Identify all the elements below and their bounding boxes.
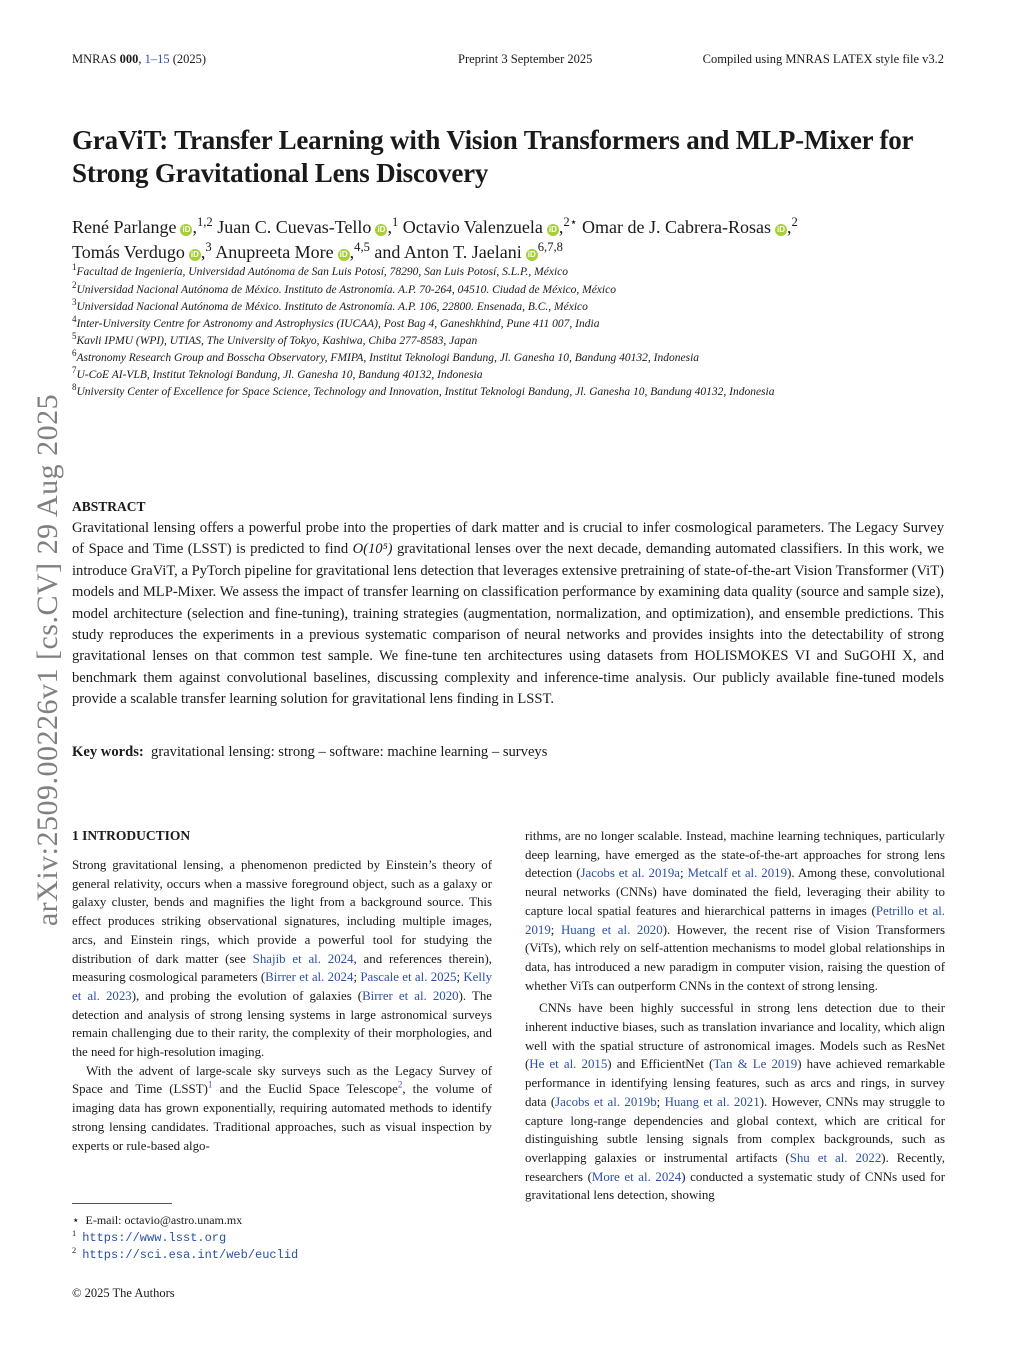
citation-link[interactable]: Shajib et al. 2024 bbox=[252, 951, 354, 966]
footnote-2: $^2$ https://sci.esa.int/web/euclid bbox=[72, 1246, 299, 1262]
running-header-right: Compiled using MNRAS LATEX style file v3.2 bbox=[702, 52, 944, 66]
orcid-icon[interactable]: iD bbox=[527, 250, 536, 259]
paragraph: rithms, are no longer scalable. Instead, machine learning techniques, particularly deep learning, have emerged as the state-of-the-art approaches for strong lens detection (Jacobs et al. 2019a; Metcalf et al. 2019). Among these, convolutional neural networks (CNNs) have dominated the field, leveraging their ability to capture local spatial features and hierarchical patterns in images (Petrillo et al. 2019; Huang et al. 2020). However, the recent rise of Vision Transformers (ViTs), which rely on self-attention mechanisms to model global relationships in data, has introduced a new paradigm in computer vision, raising the question of whether ViTs can outperform CNNs in the context of strong lensing. bbox=[525, 829, 945, 993]
citation-link[interactable]: Jacobs et al. 2019a bbox=[580, 866, 681, 881]
affiliation: $^8$University Center of Excellence for Space Science, Technology and Innovation, Institut Teknologi Bandung, Jl. Ganesha 10, Bandung 40132, Indonesia bbox=[72, 382, 775, 398]
affiliation: $^4$Inter-University Centre for Astronomy and Astrophysics (IUCAA), Post Bag 4, Ganeshkhind, Pune 411 007, India bbox=[72, 314, 600, 330]
paper-title: GraViT: Transfer Learning with Vision Transformers and MLP-Mixer for Strong Gravitational Lens Discovery bbox=[72, 125, 913, 188]
footnote-rule bbox=[72, 1203, 172, 1204]
footnote-link[interactable]: 2 bbox=[397, 1080, 403, 1091]
author: René Parlange bbox=[72, 217, 177, 237]
affiliation: $^5$Kavli IPMU (WPI), UTIAS, The University of Tokyo, Kashiwa, Chiba 277-8583, Japan bbox=[72, 331, 478, 347]
author: Tomás Verdugo bbox=[72, 242, 185, 262]
author: Anton T. Jaelani bbox=[403, 242, 522, 262]
citation-link[interactable]: Metcalf et al. 2019 bbox=[687, 866, 788, 881]
orcid-icon[interactable]: iD bbox=[776, 225, 785, 234]
math-expression: O(10⁵) bbox=[352, 541, 393, 558]
citation-link[interactable]: Jacobs et al. 2019b bbox=[555, 1094, 657, 1109]
affiliation: $^1$Facultad de Ingeniería, Universidad Autónoma de San Luis Potosí, 78290, San Luis Potosí, S.L.P., México bbox=[72, 262, 568, 278]
abstract-heading: ABSTRACT bbox=[72, 499, 146, 514]
citation-link[interactable]: Pascale et al. 2025 bbox=[360, 970, 457, 985]
column-left bbox=[72, 856, 492, 1155]
author: Anupreeta More bbox=[215, 242, 334, 262]
footnote-email: ⋆ E-mail: octavio@astro.unam.mx bbox=[72, 1213, 243, 1227]
citation-link[interactable]: Petrillo et al. 2019 bbox=[525, 903, 945, 937]
url-link[interactable]: https://www.lsst.org bbox=[82, 1231, 227, 1245]
author-line-1: René Parlange iD ,$^{1,2}$ Juan C. Cuevas-Tello iD ,$^1$ Octavio Valenzuela iD ,$^{2⋆}$ Omar de J. Cabrera-Rosas iD ,$^2$ bbox=[72, 215, 798, 237]
orcid-icon[interactable]: iD bbox=[190, 250, 199, 259]
author-line-2: Tomás Verdugo iD ,$^3$ Anupreeta More iD ,$^{4,5}$ and Anton T. Jaelani iD$^{6,7,8}$ bbox=[72, 240, 563, 262]
affiliation: $^7$U-CoE AI-VLB, Institut Teknologi Bandung, Jl. Ganesha 10, Bandung 40132, Indonesia bbox=[72, 365, 483, 381]
citation-link[interactable]: He et al. 2015 bbox=[529, 1057, 608, 1072]
citation-link[interactable]: Birrer et al. 2024 bbox=[265, 970, 354, 985]
citation-link[interactable]: More et al. 2024 bbox=[591, 1169, 682, 1184]
running-header-center: Preprint 3 September 2025 bbox=[458, 52, 593, 66]
citation-link[interactable]: Kelly et al. 2023 bbox=[72, 970, 493, 1003]
citation-link[interactable]: Tan & Le 2019 bbox=[713, 1057, 798, 1072]
citation-link[interactable]: Huang et al. 2021 bbox=[664, 1094, 760, 1109]
paragraph: Strong gravitational lensing, a phenomenon predicted by Einstein’s theory of general relativity, occurs when a massive foreground object, such as a galaxy or galaxy cluster, bends and magnifies the light from a background source. This effect produces striking observational signatures, including multiple images, arcs, and Einstein rings, which provide a powerful tool for studying the distribution of dark matter (see Shajib et al. 2024, and references therein), measuring cosmological parameters (Birrer et al. 2024; Pascale et al. 2025; Kelly et al. 2023), and probing the evolution of galaxies (Birrer et al. 2020). The detection and analysis of strong lensing systems in large astronomical surveys remain challenging due to their rarity, the complexity of their morphologies, and the need for high-resolution imaging. bbox=[72, 858, 493, 1060]
orcid-icon[interactable]: iD bbox=[377, 225, 386, 234]
orcid-icon[interactable]: iD bbox=[339, 250, 348, 259]
author: Omar de J. Cabrera-Rosas bbox=[582, 217, 771, 237]
column-right bbox=[525, 827, 945, 1205]
affiliation: $^2$Universidad Nacional Autónoma de México. Instituto de Astronomía. A.P. 70-264, 04510. Ciudad de México, México bbox=[72, 280, 616, 296]
citation-link[interactable]: Shu et al. 2022 bbox=[789, 1150, 882, 1165]
affiliation: $^6$Astronomy Research Group and Bosscha Observatory, FMIPA, Institut Teknologi Bandung, Jl. Ganesha 10, Bandung 40132, Indonesia bbox=[72, 348, 700, 364]
orcid-icon[interactable]: iD bbox=[182, 225, 191, 234]
arxiv-stamp: arXiv:2509.00226v1 [cs.CV] 29 Aug 2025 bbox=[31, 393, 64, 927]
footnote-link[interactable]: 1 bbox=[207, 1080, 213, 1091]
footnote-1: $^1$ https://www.lsst.org bbox=[72, 1229, 227, 1245]
url-link[interactable]: https://sci.esa.int/web/euclid bbox=[82, 1248, 299, 1262]
author: Octavio Valenzuela bbox=[402, 217, 543, 237]
paragraph: CNNs have been highly successful in strong lens detection due to their inherent inductive biases, such as translation invariance and locality, which align well with the spatial structure of astronomical images. Models such as ResNet (He et al. 2015) and EfficientNet (Tan & Le 2019) have achieved remarkable performance in identifying lensing features, such as arcs and rings, in survey data (Jacobs et al. 2019b; Huang et al. 2021). However, CNNs may struggle to capture long-range dependencies and global context, which are critical for distinguishing subtle lensing signals from complex backgrounds, such as overlapping galaxies or instrumental artifacts (Shu et al. 2022). Recently, researchers (More et al. 2024) conducted a systematic study of CNNs used for gravitational lens detection, showing bbox=[525, 1001, 945, 1203]
author: Juan C. Cuevas-Tello bbox=[217, 217, 372, 237]
affiliation: $^3$Universidad Nacional Autónoma de México. Instituto de Astronomía. A.P. 106, 22800. Ensenada, B.C., México bbox=[72, 297, 588, 313]
abstract-body: Gravitational lensing offers a powerful probe into the properties of dark matter and is crucial to infer cosmological parameters. The Legacy Survey of Space and Time (LSST) is predicted to find O(10⁵) gravitational lenses over the next decade, demanding automated classifiers. In this work, we introduce GraViT, a PyTorch pipeline for gravitational lens detection that leverages extensive pretraining of state-of-the-art Vision Transformer (ViT) models and MLP-Mixer. We assess the impact of transfer learning on classification performance by examining data quality (source and sample size), model architecture (selection and fine-tuning), training strategies (augmentation, normalization, and optimization), and ensemble predictions. This study reproduces the experiments in a previous systematic comparison of neural networks and provides insights into the detectability of strong gravitational lenses on that common test sample. We fine-tune ten architectures using datasets from HOLISMOKES VI and SuGOHI X, and benchmark them against convolutional baselines, discussing complexity and inference-time analysis. Our publicly available fine-tuned models provide a scalable transfer learning solution for gravitational lens finding in LSST. bbox=[72, 520, 944, 708]
keywords: Key words: gravitational lensing: strong – software: machine learning – surveys bbox=[72, 744, 548, 760]
citation-link[interactable]: Huang et al. 2020 bbox=[560, 922, 663, 937]
copyright: © 2025 The Authors bbox=[72, 1286, 175, 1300]
paragraph: With the advent of large-scale sky surveys such as the Legacy Survey of Space and Time (LSST)$^1$ and the Euclid Space Telescope$^2$, the volume of imaging data has grown exponentially, requiring automated methods to identify strong lensing candidates. Traditional approaches, such as visual inspection by experts or rule-based algo- bbox=[72, 1063, 492, 1153]
page-range-link[interactable]: 1–15 bbox=[144, 52, 170, 66]
citation-link[interactable]: Birrer et al. 2020 bbox=[362, 988, 459, 1003]
orcid-icon[interactable]: iD bbox=[548, 225, 557, 234]
section-heading-introduction: 1 INTRODUCTION bbox=[72, 828, 191, 843]
running-header-left: MNRAS 000, 1–15 (2025) bbox=[72, 52, 207, 66]
